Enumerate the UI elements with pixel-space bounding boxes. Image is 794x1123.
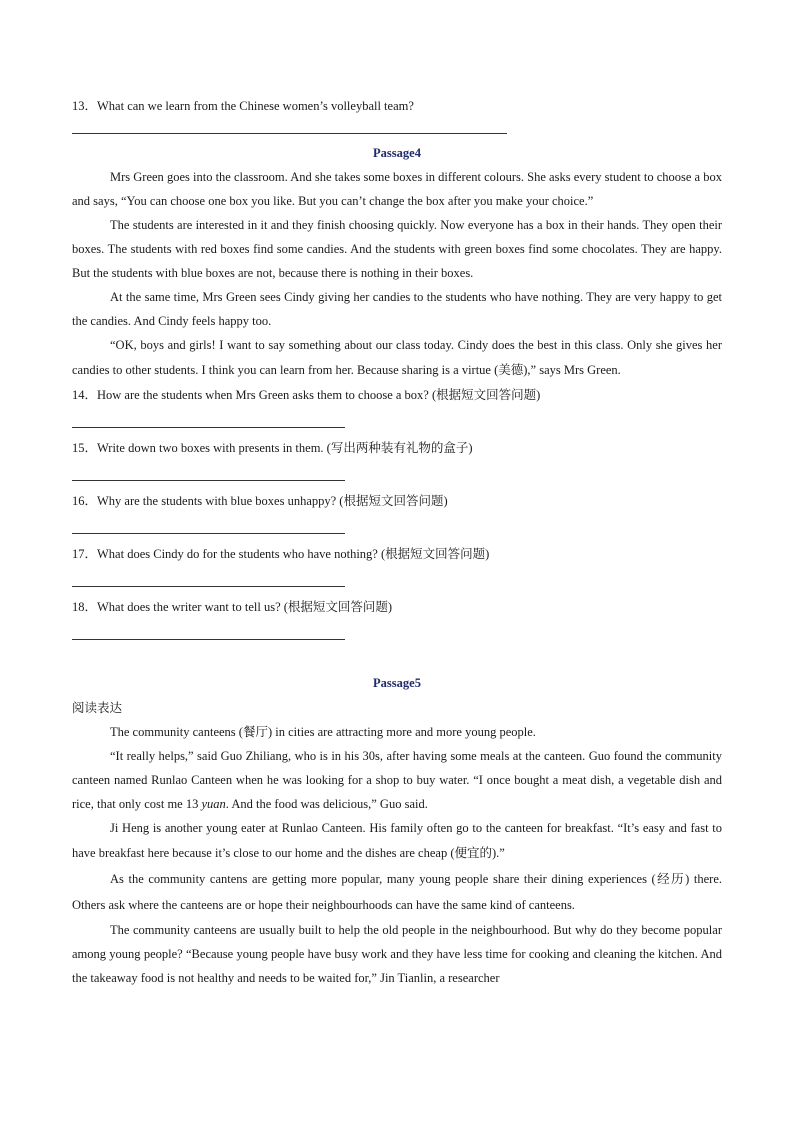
- passage5-paragraph: The community canteens are usually built to help the old people in the neighbourhood. But why do they become popular among young people? “Because young people have busy work and they have less time for cooking and cleaning the kitchen. And the takeaway food is not healthy and needs to be waited for,” Jin Tianlin, a researcher: [72, 923, 722, 985]
- answer-line-13: [72, 132, 507, 134]
- question-15: 15．Write down two boxes with presents in them. (写出两种装有礼物的盒子): [72, 441, 473, 455]
- passage5-paragraph: [72, 744, 722, 816]
- question-18: 18．What does the writer want to tell us? (根据短文回答问题): [72, 600, 393, 614]
- passage5-subheading: 阅读表达: [72, 701, 123, 715]
- answer-line-14: [72, 426, 345, 428]
- passage4-paragraph: At the same time, Mrs Green sees Cindy giving her candies to the students who have nothing. They are very happy to get the candies. And Cindy feels happy too.: [72, 290, 722, 328]
- passage4-questions: [72, 385, 722, 640]
- answer-line-15: [72, 479, 345, 481]
- passage4-paragraph: “OK, boys and girls! I want to say something about our class today. Cindy does the best in this class. Only she gives her candies to other students. I think you can learn from her. Because sharing is a virtue (美德),” says Mrs Green.: [72, 338, 722, 377]
- passage4-body: [72, 165, 722, 383]
- passage5-paragraph: The community canteens (餐厅) in cities are attracting more and more young people.: [110, 725, 536, 739]
- answer-line-18: [72, 638, 345, 640]
- italic-word: yuan: [201, 797, 226, 811]
- passage5-paragraph: As the community cantens are getting more popular, many young people share their dining experiences (经历) there. Others ask where the canteens are or hope their neighbourhoods can have the same kind of canteens.: [72, 872, 722, 912]
- paragraph-text: . And the food was delicious,” Guo said.: [225, 797, 428, 811]
- passage5-body: [72, 720, 722, 990]
- question-16: 16．Why are the students with blue boxes unhappy? (根据短文回答问题): [72, 494, 448, 508]
- passage4-paragraph: Mrs Green goes into the classroom. And she takes some boxes in different colours. She asks every student to choose a box and says, “You can choose one box you like. But you can’t change the box after you make your choice.”: [72, 170, 722, 208]
- answer-line-17: [72, 585, 345, 587]
- answer-line-16: [72, 532, 345, 534]
- passage5-paragraph: Ji Heng is another young eater at Runlao Canteen. His family often go to the canteen for breakfast. “It’s easy and fast to have breakfast here because it’s close to our home and the dishes are cheap (便宜的).”: [72, 821, 722, 860]
- passage4-heading: Passage4: [373, 146, 421, 160]
- passage4-paragraph: The students are interested in it and they finish choosing quickly. Now everyone has a box in their hands. They open their boxes. The students with red boxes find some candies. And the students with green boxes find some chocolates. They are happy. But the students with blue boxes are not, because there is nothing in their boxes.: [72, 218, 722, 280]
- question-14: 14．How are the students when Mrs Green asks them to choose a box? (根据短文回答问题): [72, 388, 541, 402]
- paragraph-text: “It really helps,” said Guo Zhiliang, who is in his 30s, after having some meals at the canteen. Guo found the community canteen named Runlao Canteen when he was looking for a shop to buy water. “I once bought a meat dish, a vegetable dish and rice, that only cost me 13: [72, 749, 722, 811]
- passage5-heading: Passage5: [373, 676, 421, 690]
- question-13: 13．What can we learn from the Chinese women’s volleyball team?: [72, 99, 414, 113]
- document-page: [72, 96, 722, 990]
- question-17: 17．What does Cindy do for the students who have nothing? (根据短文回答问题): [72, 547, 490, 561]
